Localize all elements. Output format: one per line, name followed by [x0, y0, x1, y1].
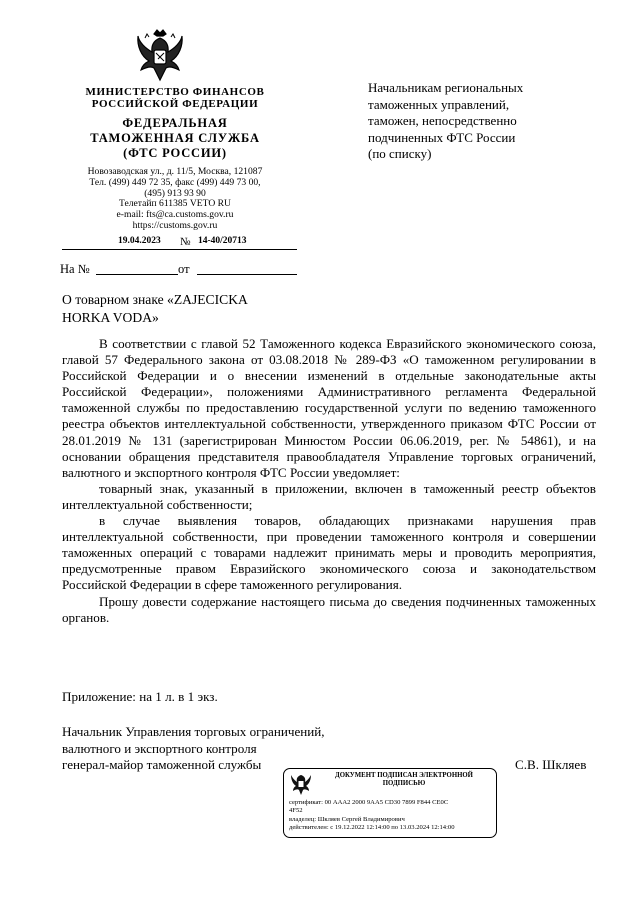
subject-line: HORKA VODA»	[62, 310, 159, 325]
stamp-title-line-2: ПОДПИСЬЮ	[382, 780, 426, 787]
registration-number: 14-40/20713	[198, 236, 247, 246]
contact-details	[60, 167, 290, 232]
ministry-line-1: МИНИСТЕРСТВО ФИНАНСОВ	[85, 86, 265, 98]
reference-number-blank	[96, 274, 178, 275]
number-sign: №	[180, 236, 191, 248]
signer-title-line: валютного и экспортного контроля	[62, 740, 257, 756]
reference-prefix: На №	[60, 262, 90, 276]
signer-title	[62, 724, 382, 774]
service-name	[60, 116, 290, 161]
signer-title-line: генерал-майор таможенной службы	[62, 757, 262, 772]
stamp-owner: владелец: Шкляев Сергей Владимирович	[289, 815, 405, 823]
reference-from-label: от	[178, 262, 190, 276]
stamp-details	[289, 799, 494, 833]
addressee-line: подчиненных ФТС России	[368, 129, 516, 145]
stamp-emblem-icon	[290, 772, 312, 796]
contact-email: e-mail: fts@ca.customs.gov.ru	[116, 209, 234, 221]
addressee-line: таможен, непосредственно	[368, 113, 517, 128]
russian-coat-of-arms-icon	[135, 28, 185, 84]
addressee-line: таможенных управлений,	[368, 96, 510, 112]
contact-phone: Тел. (499) 449 72 35, факс (499) 449 73 00,	[89, 176, 261, 188]
registration-date: 19.04.2023	[118, 236, 161, 246]
contact-teletype: Телетайп 611385 VETO RU	[119, 198, 231, 210]
service-line-2: ТАМОЖЕННАЯ СЛУЖБА	[90, 131, 260, 145]
contact-phone-2: (495) 913 93 90	[144, 187, 206, 199]
reference-date-blank	[197, 274, 297, 275]
signer-name: С.В. Шкляев	[515, 757, 587, 772]
body-paragraph: В соответствии с главой 52 Таможенного кодекса Евразийского экономического союза, главой 57 Федерального закона от 03.08.2018 № 289-ФЗ «О таможенном регулировании в Российской Федерации и о внесении изменений в отдельные законодательные акты Российской Федерации», положениями Административного регламента Федеральной таможенной службы по предоставлению государственной услуги по ведению таможенного реестра объектов интеллектуальной собственности, утвержденного приказом ФТС России от 28.01.2019 № 131 (зарегистрирован Минюстом России 06.06.2019, рег. № 54861), и на основании обращения представителя правообладателя Управление торговых ограничений, валютного и экспортного контроля ФТС России уведомляет:	[62, 336, 596, 480]
subject-line: О товарном знаке «ZAJECICKA	[62, 292, 248, 307]
service-line-3: (ФТС РОССИИ)	[123, 146, 227, 160]
body-paragraph: товарный знак, указанный в приложении, включен в таможенный реестр объектов интеллектуальной собственности;	[62, 480, 596, 512]
ministry-name	[60, 86, 290, 110]
letter-body	[62, 336, 596, 626]
contact-address: Новозаводская ул., д. 11/5, Москва, 121087	[87, 166, 263, 177]
signer-title-line: Начальник Управления торговых ограничений,	[62, 724, 325, 739]
electronic-signature-stamp	[283, 768, 497, 838]
contact-website: https://customs.gov.ru	[132, 219, 218, 231]
addressee-block	[368, 80, 583, 163]
reference-line	[60, 262, 310, 278]
service-line-1: ФЕДЕРАЛЬНАЯ	[122, 116, 228, 130]
stamp-certificate: сертификат: 00 AAA2 2000 9AA5 CD30 7899 F844 CE0C	[289, 799, 449, 806]
addressee-line: (по списку)	[368, 146, 432, 161]
body-paragraph: в случае выявления товаров, обладающих признаками нарушения прав интеллектуальной собственности, при проведении таможенного контроля и совершении таможенных операций с товарами надлежит принимать меры и проводить мероприятия, предусмотренные правом Евразийского экономического союза и законодательством Российской Федерации в сфере таможенного регулирования.	[62, 513, 596, 593]
stamp-title-line-1: ДОКУМЕНТ ПОДПИСАН ЭЛЕКТРОННОЙ	[335, 772, 473, 779]
addressee-line: Начальникам региональных	[368, 80, 524, 95]
body-paragraph: Прошу довести содержание настоящего письма до сведения подчиненных таможенных органов.	[62, 593, 596, 625]
ministry-line-2: РОССИЙСКОЙ ФЕДЕРАЦИИ	[91, 98, 259, 110]
registration-line	[62, 236, 297, 250]
stamp-certificate-cont: 4F52	[289, 807, 303, 815]
attachment-note: Приложение: на 1 л. в 1 экз.	[62, 689, 218, 704]
stamp-title	[320, 772, 488, 788]
letter-subject	[62, 291, 322, 327]
stamp-validity: действителен: с 19.12.2022 12:14:00 по 13.03.2024 12:14:00	[289, 824, 455, 832]
registration-underline	[62, 249, 297, 250]
